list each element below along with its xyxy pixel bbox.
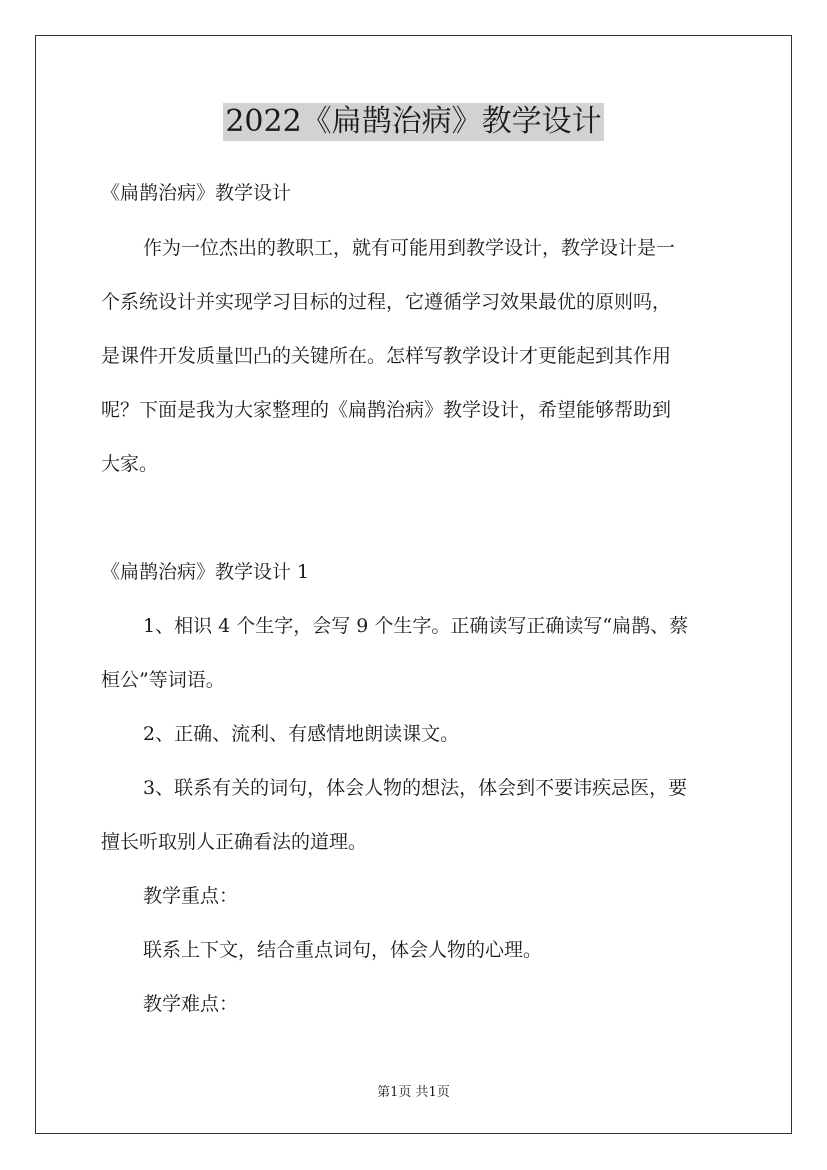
section1-heading-text: 《扁鹊治病》教学设计 1 xyxy=(101,561,310,583)
key-point-content: 联系上下文，结合重点词句，体会人物的心理。 xyxy=(143,939,543,961)
intro-paragraph xyxy=(101,221,731,491)
title-container xyxy=(0,103,827,141)
difficulty-label-text: 教学难点： xyxy=(143,993,239,1015)
objective-line: 3、联系有关的词句，体会人物的想法，体会到不要讳疾忌医，要 xyxy=(143,777,688,799)
document-subtitle xyxy=(101,166,731,220)
intro-line: 呢？下面是我为大家整理的《扁鹊治病》教学设计，希望能够帮助到 xyxy=(101,399,672,421)
objective-item-1 xyxy=(101,599,731,707)
objective-line: 2、正确、流利、有感情地朗读课文。 xyxy=(143,723,460,745)
intro-line: 作为一位杰出的教职工，就有可能用到教学设计，教学设计是一 xyxy=(143,237,676,259)
key-point-label xyxy=(101,869,731,923)
objective-item-3 xyxy=(101,761,731,869)
document-title: 2022《扁鹊治病》教学设计 xyxy=(225,104,602,139)
objective-line: 桓公”等词语。 xyxy=(101,669,225,691)
page-footer: 第1页 共1页 xyxy=(377,1085,450,1100)
key-point-label-text: 教学重点： xyxy=(143,885,239,907)
objective-line: 擅长听取别人正确看法的道理。 xyxy=(101,831,368,853)
intro-line: 是课件开发质量凹凸的关键所在。怎样写教学设计才更能起到其作用 xyxy=(101,345,672,367)
objective-item-2 xyxy=(101,707,731,761)
intro-line: 个系统设计并实现学习目标的过程，它遵循学习效果最优的原则吗， xyxy=(101,291,672,313)
objective-line: 1、相识 4 个生字，会写 9 个生字。正确读写正确读写“扁鹊、蔡 xyxy=(143,615,689,637)
subtitle-line: 《扁鹊治病》教学设计 xyxy=(101,182,292,204)
intro-line: 大家。 xyxy=(101,453,159,475)
difficulty-label xyxy=(101,977,731,1031)
key-point-text xyxy=(101,923,731,977)
section1-heading xyxy=(101,545,731,599)
